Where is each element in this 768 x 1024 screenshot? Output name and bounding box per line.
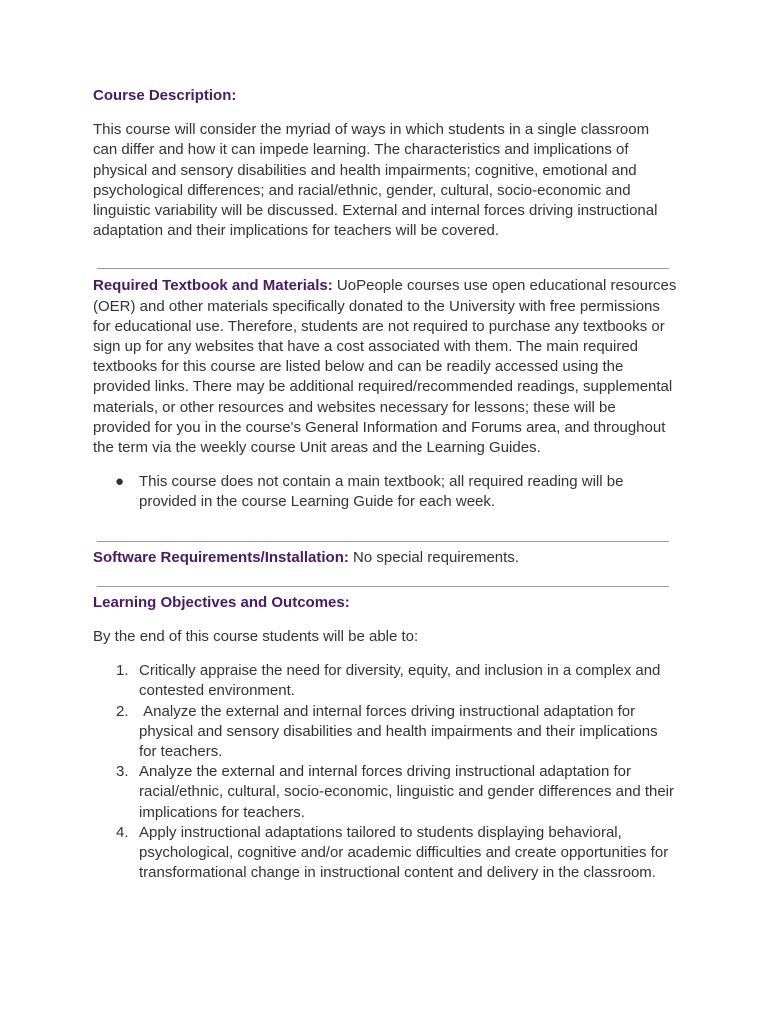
- bullet-icon: ●: [115, 473, 125, 491]
- list-item: [93, 472, 677, 512]
- objective-text: Analyze the external and internal forces driving instructional adaptation for physical and sensory disabilities and health impairments and their implications for teachers.: [139, 702, 662, 761]
- document-page: [93, 86, 677, 884]
- course-description-heading: Course Description:: [93, 87, 237, 104]
- software-paragraph: [93, 548, 677, 568]
- list-item: [93, 702, 677, 763]
- software-heading: Software Requirements/Installation:: [93, 548, 349, 566]
- textbook-bullet-list: [93, 472, 677, 512]
- bullet-text: This course does not contain a main textbook; all required reading will be provided in the course Learning Guide for each week.: [139, 473, 624, 511]
- required-textbook-heading: Required Textbook and Materials:: [93, 277, 333, 295]
- required-textbook-paragraph: [93, 276, 677, 458]
- objectives-heading: Learning Objectives and Outcomes:: [93, 593, 350, 611]
- list-number: 1.: [116, 662, 129, 680]
- objectives-list: [93, 661, 677, 883]
- objective-text: Critically appraise the need for diversity, equity, and inclusion in a complex and contested environment.: [139, 662, 661, 700]
- objective-text: Analyze the external and internal forces driving instructional adaptation for racial/ethnic, cultural, socio-economic, linguistic and gender differences and their implications for teachers.: [139, 763, 675, 821]
- required-textbook-body: UoPeople courses use open educational resources (OER) and other materials specifically donated to the University with free permissions for educational use. Therefore, students are not required to purchase any textbooks or sign up for any websites that have a cost associated with them. The main required textbooks for this course are listed below and can be readily accessed using the provided links. There may be additional required/recommended readings, supplemental materials, or other resources and websites necessary for lessons; these will be provided for you in the course's General Information and Forums area, and throughout the term via the weekly course Unit areas and the Learning Guides.: [93, 277, 677, 457]
- list-item: [93, 823, 677, 884]
- list-number: 4.: [116, 823, 129, 841]
- list-item: [93, 661, 677, 701]
- objectives-intro: By the end of this course students will be able to:: [93, 628, 419, 646]
- list-number: 2.: [116, 702, 129, 720]
- list-item: [93, 762, 677, 823]
- software-body: No special requirements.: [348, 548, 519, 566]
- course-description-body: This course will consider the myriad of ways in which students in a single classroom can differ and how it can impede learning. The characteristics and implications of physical and sensory disabilities and health impairments; cognitive, emotional and psychological differences; and racial/ethnic, gender, cultural, socio-economic and linguistic variability will be discussed. External and internal forces driving instructional adaptation and their implications for teachers will be covered.: [93, 121, 658, 240]
- objective-text: Apply instructional adaptations tailored to students displaying behavioral, psychological, cognitive and/or academic difficulties and create opportunities for transformational change in instructional content and delivery in the classroom.: [139, 823, 669, 882]
- list-number: 3.: [116, 763, 129, 781]
